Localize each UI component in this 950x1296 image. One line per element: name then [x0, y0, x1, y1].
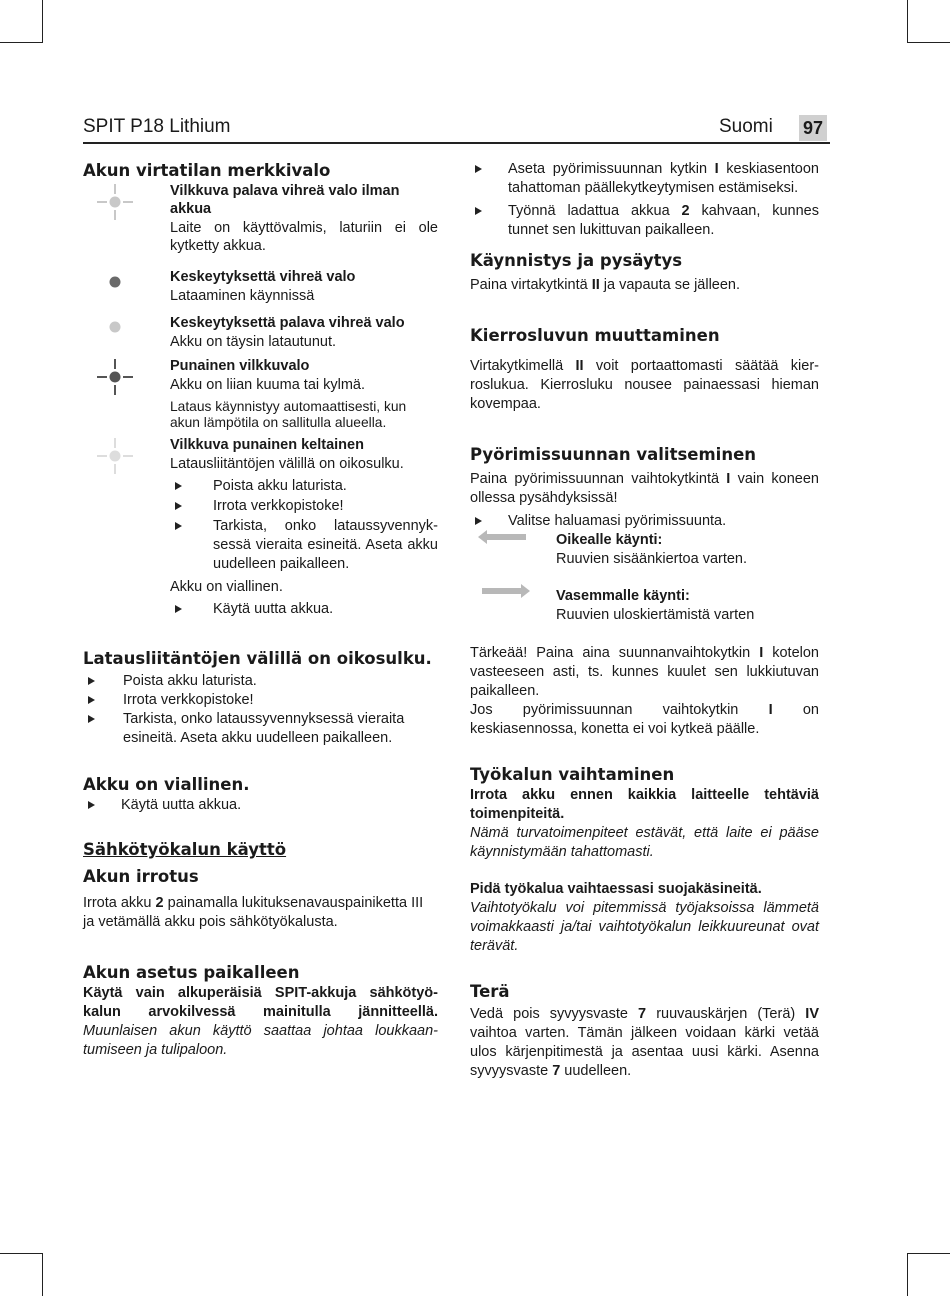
paragraph: Irrota akku ennen kaikkia laitteelle tehtäviä toimenpiteitä.	[470, 787, 819, 822]
section-heading: Pyörimissuunnan valitseminen	[470, 445, 757, 464]
list-item: Poista akku laturista.	[83, 672, 438, 691]
indicator-text: Akku on viallinen.	[170, 579, 283, 595]
indicator-row	[83, 182, 438, 260]
arrow-left-icon	[478, 529, 526, 545]
paragraph: Jos pyörimissuunnan vaihtokytkin I on keskiasennossa, konetta ei voi kytkeä päälle.	[470, 702, 819, 737]
direction-title: Oikealle käynti:	[556, 532, 663, 548]
crop-mark	[42, 1253, 43, 1296]
list-item: Työnnä ladattua akkua 2 kahvaan, kunnes tunnet sen lukittuvan paikalleen.	[470, 202, 819, 240]
section-heading: Kierrosluvun muuttaminen	[470, 326, 720, 345]
header-rule	[83, 142, 830, 144]
blinking-green-led-icon	[95, 182, 135, 222]
language-label: Suomi	[719, 116, 773, 137]
section-heading: Latausliitäntöjen välillä on oikosulku.	[83, 649, 432, 668]
indicator-text: Lataus käynnistyy automaattisesti, kun akun lämpötila on sallitulla alueella.	[170, 399, 407, 430]
arrow-right-icon	[482, 583, 530, 599]
paragraph: Käytä vain alkuperäisiä SPIT-akkuja sähkötyö- kalun arvokilvessä mainitulla jännitteellä. Muunlaisen akun käyttö saattaa johtaa loukkaan- tumiseen ja tulipaloon.	[83, 985, 438, 1058]
section-heading: Akun virtatilan merkkivalo	[83, 161, 331, 180]
indicator-title: Keskeytyksettä vihreä valo	[170, 269, 356, 285]
section-heading: Akun irrotus	[83, 867, 199, 886]
paragraph: Tärkeää! Paina aina suunnanvaihtokytkin I kotelon vasteeseen asti, ts. kunnes kuulet sen lukkiutuvan paikalleen.	[470, 645, 819, 699]
crop-mark	[907, 42, 950, 43]
section-heading: Akku on viallinen.	[83, 775, 250, 794]
section-heading: Akun asetus paikalleen	[83, 963, 300, 982]
list-item: Aseta pyörimissuunnan kytkin I keskiasentoon tahattoman päällekytkeytymisen estämiseksi.	[470, 160, 819, 198]
crop-mark	[907, 0, 908, 43]
crop-mark	[907, 1253, 950, 1254]
indicator-row	[83, 314, 438, 354]
direction-left-block	[470, 587, 819, 625]
list-item: Irrota verkkopistoke!	[83, 691, 438, 710]
paragraph: Pidä työkalua vaihtaessasi suojakäsineitä.	[470, 881, 762, 897]
list-item: Poista akku laturista.	[170, 477, 438, 496]
direction-right-block	[470, 531, 819, 569]
blinking-red-yellow-led-icon	[95, 436, 135, 476]
solid-green-led-light-icon	[95, 314, 135, 354]
direction-title: Vasemmalle käynti:	[556, 588, 690, 604]
list-item: Valitse haluamasi pyörimissuunta.	[470, 512, 819, 531]
indicator-row	[83, 268, 438, 308]
right-column	[470, 160, 819, 1081]
paragraph: Vedä pois syvyysvaste 7 ruuvauskärjen (Terä) IV vaihtoa varten. Tämän jälkeen voidaan kärki vetää ulos kärjenpitimestä ja asentaa uusi kärki. Asenna syvyysvaste 7 uudelleen.	[470, 1006, 819, 1079]
list-item: Käytä uutta akkua.	[83, 796, 438, 815]
paragraph: Irrota akku 2 painamalla lukituksenavauspainiketta III ja vetämällä akku pois sähkötyökalusta.	[83, 895, 424, 930]
paragraph: Nämä turvatoimenpiteet estävät, että laite ei pääse käynnistymään tahattomasti.	[470, 825, 819, 860]
section-heading: Käynnistys ja pysäytys	[470, 251, 683, 270]
section-heading: Terä	[470, 982, 510, 1001]
document-title: SPIT P18 Lithium	[83, 116, 231, 137]
section-heading: Työkalun vaihtaminen	[470, 765, 675, 784]
direction-text: Ruuvien sisäänkiertoa varten.	[556, 551, 748, 567]
left-column	[83, 160, 438, 1060]
indicator-text: Lataaminen käynnissä	[170, 288, 315, 304]
direction-text: Ruuvien uloskiertämistä varten	[556, 607, 755, 623]
crop-mark	[0, 42, 43, 43]
paragraph: Vaihtotyökalu voi pitemmissä työjaksoissa lämmetä voimakkaasti ja/tai vaihtotyökalun leikkuureunat ovat terävät.	[470, 900, 819, 954]
crop-mark	[0, 1253, 43, 1254]
paragraph: Paina virtakytkintä II ja vapauta se jälleen.	[470, 277, 741, 293]
list-item: Tarkista, onko lataussyvennyksessä vieraita esineitä. Aseta akku uudelleen paikalleen.	[83, 710, 438, 748]
list-item: Käytä uutta akkua.	[170, 600, 438, 619]
list-item: Tarkista, onko lataussyvennyk- sessä vieraita esineitä. Aseta akku uudelleen paikalleen.	[170, 517, 438, 574]
paragraph: Virtakytkimellä II voit portaattomasti säätää kier- roslukua. Kierrosluku nousee painaessasi hieman kovempaa.	[470, 358, 819, 412]
blinking-red-led-icon	[95, 357, 135, 397]
indicator-title: Keskeytyksettä palava vihreä valo	[170, 315, 405, 331]
indicator-row	[83, 357, 438, 431]
indicator-text: Akku on täysin latautunut.	[170, 334, 337, 350]
page-number: 97	[799, 115, 827, 141]
indicator-text: Akku on liian kuuma tai kylmä.	[170, 377, 366, 393]
indicator-text: Laite on käyttövalmis, laturiin ei ole kytketty akkua.	[170, 220, 438, 254]
section-heading: Sähkötyökalun käyttö	[83, 840, 287, 859]
solid-green-led-icon	[95, 268, 135, 308]
indicator-title: Punainen vilkkuvalo	[170, 358, 310, 374]
list-item: Irrota verkkopistoke!	[170, 497, 438, 516]
indicator-text: Latausliitäntöjen välillä on oikosulku.	[170, 456, 404, 472]
crop-mark	[42, 0, 43, 43]
crop-mark	[907, 1253, 908, 1296]
indicator-row	[83, 436, 438, 619]
indicator-title: Vilkkuva punainen keltainen	[170, 437, 364, 453]
paragraph: Paina pyörimissuunnan vaihtokytkintä I vain koneen ollessa pysähdyksissä!	[470, 471, 819, 506]
indicator-title: Vilkkuva palava vihreä valo ilman akkua	[170, 183, 400, 217]
